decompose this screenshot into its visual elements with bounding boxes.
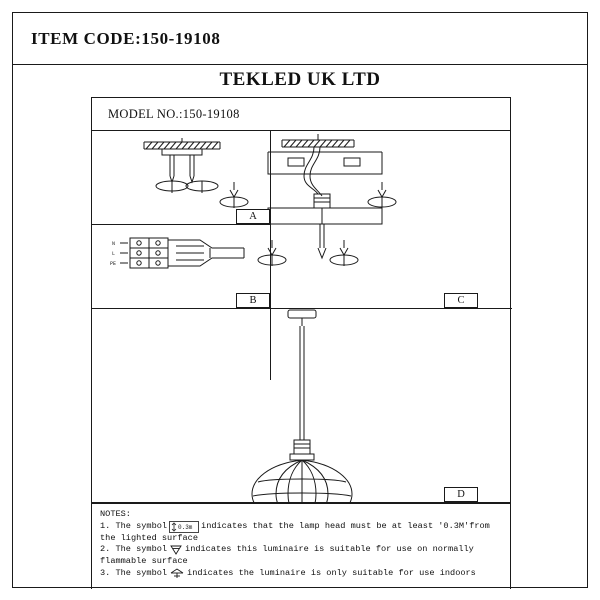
notes-title: NOTES: [100, 509, 131, 519]
model-number: MODEL NO.:150-19108 [108, 107, 240, 121]
panel-a-ceiling-mount [144, 138, 220, 193]
note-item-3 [100, 568, 502, 580]
drawing-frame [91, 97, 511, 503]
item-code-bar [13, 13, 587, 65]
panel-label-a: A [236, 209, 270, 224]
panel-label-c: C [444, 293, 478, 308]
svg-text:N: N [112, 241, 116, 247]
panel-c-assembly-detail [220, 134, 396, 266]
panel-label-d: D [444, 487, 478, 502]
svg-text:L: L [112, 251, 116, 257]
note-1-text-part-2: indicates that the lamp head must be at least '0.3M'from [201, 521, 490, 531]
note-1-text-part-1: 1. The symbol [100, 521, 168, 531]
note-2-text-part-2: indicates this luminaire is suitable for use on normally [185, 544, 474, 555]
note-2-text-part-1: 2. The symbol [100, 544, 168, 555]
note-1-text-part-3: the lighted surface [100, 533, 198, 543]
svg-text:0.3m: 0.3m [178, 524, 193, 531]
note-3-text-part-2: indicates the luminaire is only suitable for use indoors [187, 567, 476, 578]
notes-box [91, 503, 511, 589]
item-code-text: ITEM CODE:150-19108 [31, 28, 221, 48]
drawing-sheet [12, 12, 588, 588]
note-3-text-part-1: 3. The symbol [100, 567, 168, 578]
panel-label-b: B [236, 293, 270, 308]
minimum-distance-icon [169, 521, 199, 533]
svg-text:PE: PE [110, 261, 117, 267]
panel-d-pendant-lamp [252, 310, 352, 504]
note-item-1 [100, 521, 502, 544]
flammable-surface-icon [169, 544, 183, 556]
brand-title: TEKLED UK LTD [219, 69, 381, 90]
indoor-use-icon [169, 568, 185, 580]
panel-b-terminal-block [120, 238, 244, 268]
note-item-2 [100, 544, 502, 567]
note-2-text-part-3: flammable surface [100, 556, 188, 567]
